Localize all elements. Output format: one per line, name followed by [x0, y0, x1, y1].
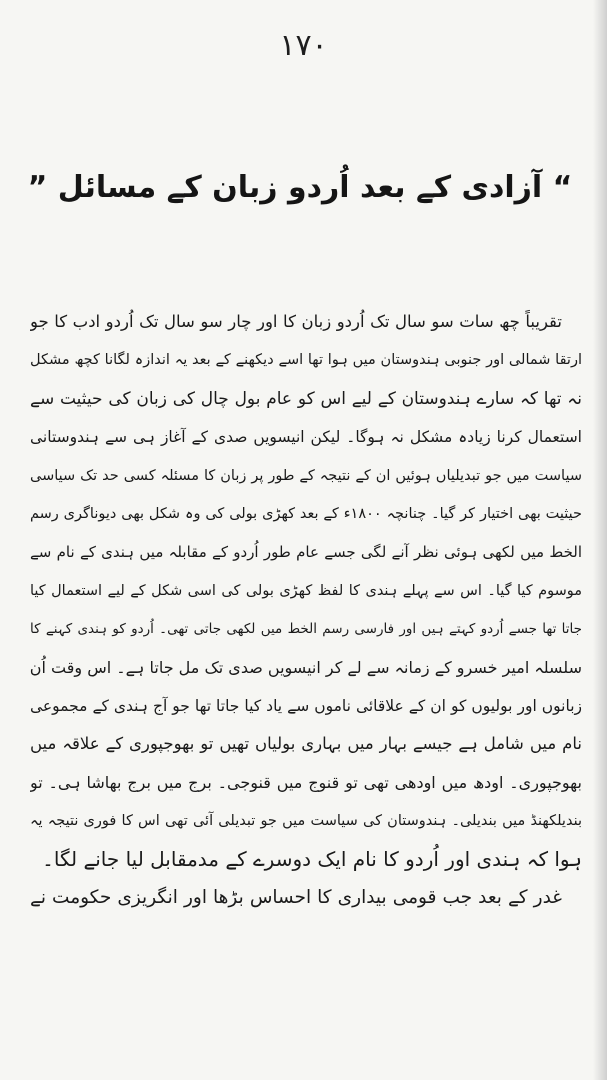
text-line: نام میں شامل ہے جیسے بہار میں بہاری بولیاں تھیں تو بھوجپوری کے علاقہ میں	[30, 734, 582, 754]
text-line: سلسلہ امیر خسرو کے زمانہ سے لے کر انیسویں صدی تک مل جاتا ہے۔ اس وقت اُن	[30, 657, 582, 677]
text-line: استعمال کرنا زیادہ مشکل نہ ہوگا۔ لیکن انیسویں صدی کے آغاز ہی سے ہندوستانی	[30, 428, 582, 447]
text-line: ہوا کہ ہندی اور اُردو کا نام ایک دوسرے کے مدمقابل لیا جانے لگا۔	[42, 847, 582, 872]
text-line: جاتا تھا جسے اُردو کہتے ہیں اور فارسی رسم الخط میں لکھی جاتی تھی۔ اُردو کو ہندی کہنے کا	[30, 621, 582, 638]
chapter-title: “ آزادی کے بعد اُردو زبان کے مسائل ”	[27, 170, 573, 205]
text-line: سیاست میں جو تبدیلیاں ہوئیں ان کے نتیجہ کے طور پر زبان کا مسئلہ کسی حد تک سیاسی	[30, 467, 582, 484]
text-line: ارتقا شمالی اور جنوبی ہندوستان میں ہوا تھا اسے دیکھنے کے بعد یہ اندازہ لگانا کچھ مشکل	[30, 352, 582, 369]
text-line: حیثیت بھی اختیار کر گیا۔ چنانچہ ۱۸۰۰ء کے بعد کھڑی بولی کی وہ شکل بھی دیوناگری رسم	[30, 505, 582, 522]
text-line: تقریباً چھ سات سو سال تک اُردو زبان کا اور چار سو سال تک اُردو ادب کا جو	[30, 312, 562, 331]
text-line: موسوم کیا گیا۔ اس سے پہلے ہندی کا لفظ کھڑی بولی کی اسی شکل کے لیے استعمال کیا	[30, 582, 582, 599]
page-number: ١٧٠	[279, 28, 328, 63]
text-line: بندیلکھنڈ میں بندیلی۔ ہندوستان کی سیاست میں جو تبدیلی آئی تھی اس کا فوری نتیجہ یہ	[30, 813, 582, 830]
body-text	[30, 303, 582, 917]
text-line: زبانوں اور بولیوں کو ان کے علاقائی ناموں سے یاد کیا جاتا تھا جو آج ہندی کے مجموعی	[30, 696, 582, 715]
text-line: نہ تھا کہ سارے ہندوستان کے لیے اس کو عام بول چال کی زبان کی حیثیت سے	[30, 388, 582, 409]
page-edge-shadow	[593, 0, 607, 1080]
text-line: بھوجپوری۔ اودھ میں اودھی تھی تو قنوج میں قنوجی۔ برج میں برج بھاشا ہی۔ تو	[30, 772, 582, 792]
text-line: الخط میں لکھی ہوئی نظر آنے لگی جسے عام طور اُردو کے مقابلہ میں ہندی کے نام سے	[30, 543, 582, 562]
text-line: غدر کے بعد جب قومی بیداری کا احساس بڑھا اور انگریزی حکومت نے	[30, 886, 562, 908]
